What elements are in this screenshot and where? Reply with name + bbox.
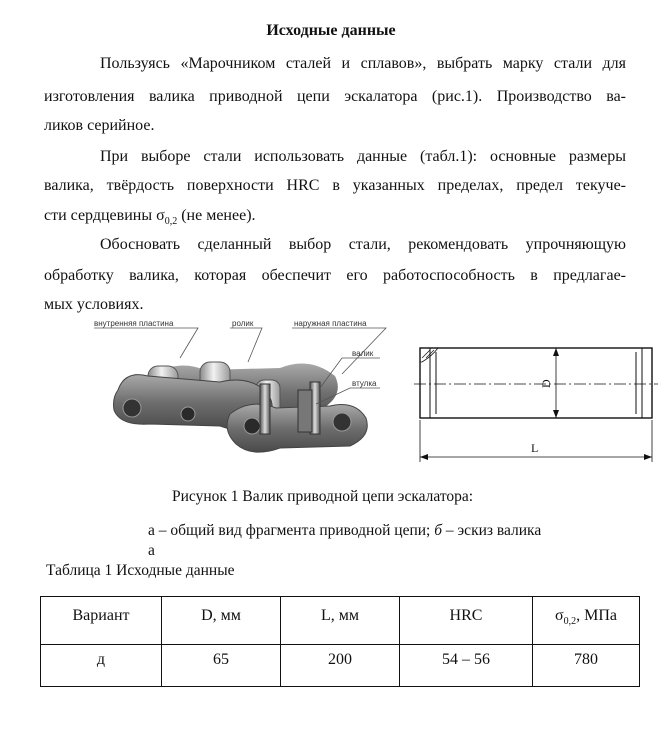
data-table <box>40 596 640 687</box>
paragraph2-line3 <box>44 206 256 232</box>
paragraph3-line3: мых условиях. <box>44 296 144 313</box>
caption-letter-b: б <box>434 522 443 539</box>
hole-end <box>333 413 351 431</box>
paragraph2-line3-suffix: (не менее). <box>177 207 256 224</box>
label-inner-plate: внутренняя пластина <box>94 319 174 328</box>
pin-1 <box>260 384 270 434</box>
paragraph3-line1: Обосновать сделанный выбор стали, рекомендовать упрочняющую <box>100 236 626 253</box>
table-header-row <box>41 597 640 645</box>
paragraph1-line3: ликов серийное. <box>44 117 155 134</box>
paragraph3-line2: обработку валика, которая обеспечит его работоспособность в предлагае- <box>44 267 626 284</box>
hole-mid <box>181 407 195 421</box>
hole-left <box>123 399 141 417</box>
header-sigma <box>533 597 640 645</box>
page-title: Исходные данные <box>266 22 396 39</box>
caption-part-a: а – общий вид фрагмента приводной цепи; <box>148 522 435 539</box>
pin-body-outline <box>420 348 652 418</box>
figure-caption-line2 <box>148 522 541 540</box>
header-sigma-sub: 0,2 <box>563 616 577 628</box>
paragraph2-line1: При выборе стали использовать данные (табл.1): основные размеры <box>100 148 626 165</box>
paragraph1-line1: Пользуясь «Марочником сталей и сплавов», выбрать марку стали для <box>100 55 626 72</box>
label-outer-plate: наружная пластина <box>294 319 367 328</box>
header-sigma-symbol: σ <box>554 607 564 624</box>
hole-right <box>244 418 260 434</box>
header-l: L, мм <box>281 597 400 645</box>
paragraph1-line2: изготовления валика приводной цепи эскалатора (рис.1). Производство ва- <box>44 88 626 105</box>
cell-l: 200 <box>281 645 400 687</box>
figure-caption: Рисунок 1 Валик приводной цепи эскалатора: <box>172 488 474 505</box>
label-bushing: втулка <box>352 379 377 388</box>
sigma-symbol-text: сти сердцевины σ <box>44 207 165 224</box>
label-roller: ролик <box>232 319 254 328</box>
cell-hrc: 54 – 56 <box>400 645 533 687</box>
label-pin: валик <box>352 349 374 358</box>
caption-part-b: – эскиз валика <box>442 522 542 539</box>
cell-sigma: 780 <box>533 645 640 687</box>
dimension-l: L <box>531 441 539 455</box>
pin-sketch <box>410 336 660 466</box>
figure-caption-line3: а <box>148 542 155 559</box>
header-hrc: HRC <box>400 597 533 645</box>
table-title: Таблица 1 Исходные данные <box>46 562 235 579</box>
header-sigma-unit: , МПа <box>576 607 617 624</box>
chain-illustration <box>80 318 410 466</box>
header-variant: Вариант <box>41 597 162 645</box>
cell-d: 65 <box>162 645 281 687</box>
dimension-d: D <box>539 379 553 388</box>
header-d: D, мм <box>162 597 281 645</box>
paragraph2-line2: валика, твёрдость поверхности HRC в указанных пределах, предел текуче- <box>44 177 626 194</box>
bushing <box>298 390 312 432</box>
sigma-subscript: 0,2 <box>164 216 178 228</box>
cell-variant: д <box>41 645 162 687</box>
table-row <box>41 645 640 687</box>
